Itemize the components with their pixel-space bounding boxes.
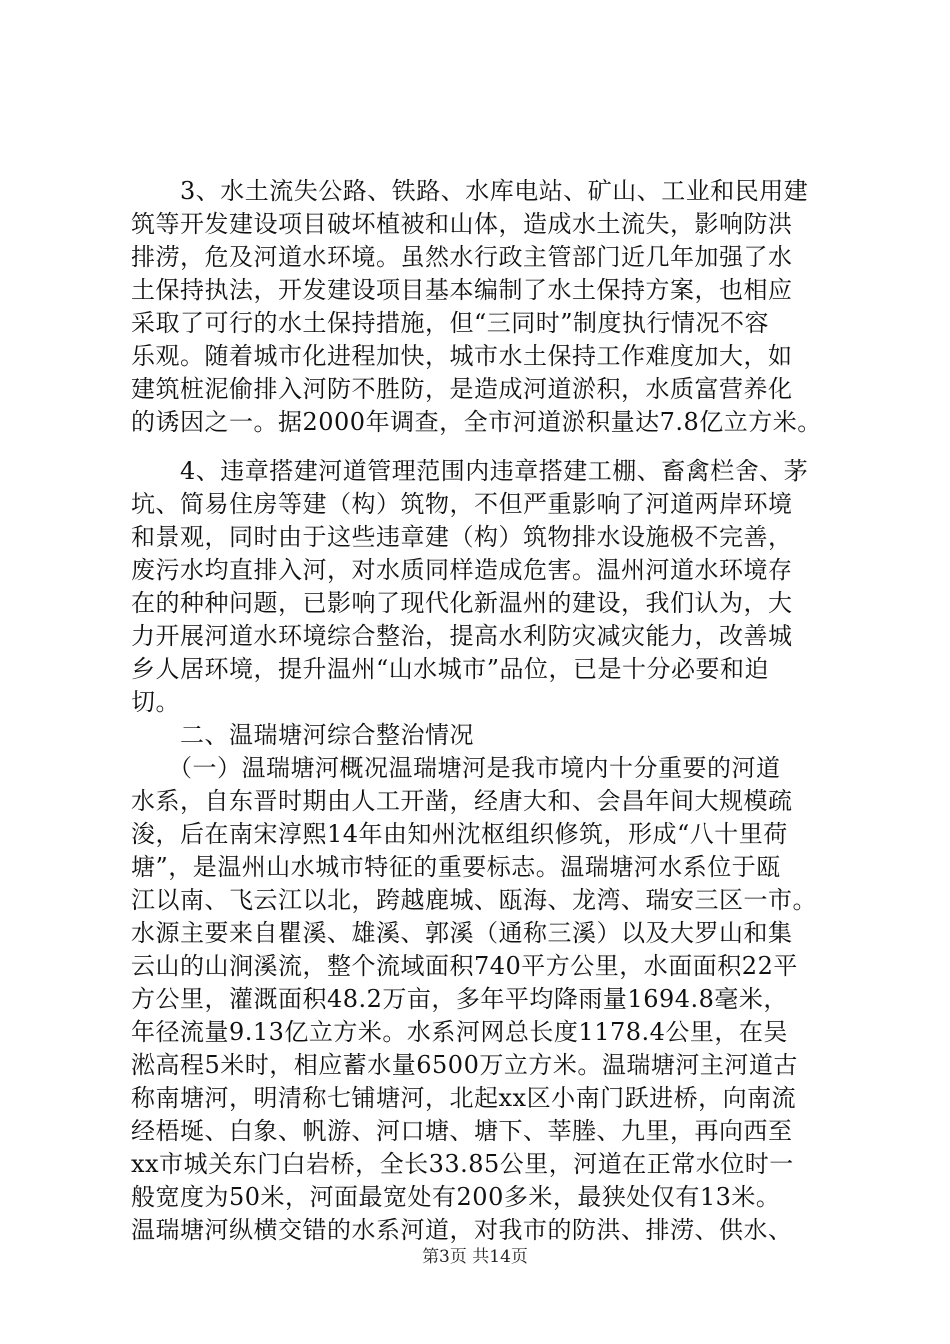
- paragraph-line: 土保持执法，开发建设项目基本编制了水土保持方案，也相应: [131, 276, 793, 304]
- paragraph-line: 般宽度为50米，河面最宽处有200多米，最狭处仅有13米。: [131, 1183, 781, 1211]
- paragraph-line: 在的种种问题，已影响了现代化新温州的建设，我们认为，大: [131, 589, 793, 617]
- paragraph-line: 建筑桩泥偷排入河防不胜防，是造成河道淤积，水质富营养化: [131, 375, 793, 403]
- paragraph-line: 经梧埏、白象、帆游、河口塘、塘下、莘塍、九里，再向西至: [131, 1117, 793, 1145]
- paragraph-line: 乡人居环境，提升温州“山水城市”品位，已是十分必要和迫: [131, 655, 770, 683]
- paragraph-line: 水源主要来自瞿溪、雄溪、郭溪（通称三溪）以及大罗山和集: [131, 919, 793, 947]
- paragraph-line: 水系，自东晋时期由人工开凿，经唐大和、会昌年间大规模疏: [131, 787, 793, 815]
- paragraph-line: 的诱因之一。据2000年调查，全市河道淤积量达7.8亿立方米。: [131, 408, 822, 436]
- paragraph-line: （一）温瑞塘河概况温瑞塘河是我市境内十分重要的河道: [131, 754, 781, 782]
- page-number-footer: 第3页 共14页: [422, 1247, 528, 1267]
- paragraph-line: 切。: [131, 688, 180, 716]
- paragraph-line: xx市城关东门白岩桥，全长33.85公里，河道在正常水位时一: [131, 1150, 794, 1178]
- paragraph-line: 3、水土流失公路、铁路、水库电站、矿山、工业和民用建: [131, 177, 809, 205]
- paragraph-line: 废污水均直排入河，对水质同样造成危害。温州河道水环境存: [131, 556, 793, 584]
- paragraph-line: 淞高程5米时，相应蓄水量6500万立方米。温瑞塘河主河道古: [131, 1051, 798, 1079]
- paragraph-line: 塘”，是温州山水城市特征的重要标志。温瑞塘河水系位于瓯: [131, 853, 781, 881]
- paragraph-line: 坑、简易住房等建（构）筑物，不但严重影响了河道两岸环境: [131, 490, 793, 518]
- paragraph-line: 温瑞塘河纵横交错的水系河道，对我市的防洪、排涝、供水、: [131, 1216, 793, 1244]
- paragraph-line: 采取了可行的水土保持措施，但“三同时”制度执行情况不容: [131, 309, 770, 337]
- paragraph-line: 力开展河道水环境综合整治，提高水利防灾减灾能力，改善城: [131, 622, 793, 650]
- paragraph-line: 称南塘河，明清称七铺塘河，北起xx区小南门跃进桥，向南流: [131, 1084, 797, 1112]
- paragraph-line: 排涝，危及河道水环境。虽然水行政主管部门近几年加强了水: [131, 243, 793, 271]
- paragraph-line: 江以南、飞云江以北，跨越鹿城、瓯海、龙湾、瑞安三区一市。: [131, 886, 817, 914]
- paragraph-line: 和景观，同时由于这些违章建（构）筑物排水设施极不完善，: [131, 523, 793, 551]
- paragraph-line: 筑等开发建设项目破坏植被和山体，造成水土流失，影响防洪: [131, 210, 793, 238]
- paragraph-line: 云山的山涧溪流，整个流域面积740平方公里，水面面积22平: [131, 952, 798, 980]
- paragraph-line: 方公里，灌溉面积48.2万亩，多年平均降雨量1694.8毫米，: [131, 985, 788, 1013]
- paragraph-line: 年径流量9.13亿立方米。水系河网总长度1178.4公里，在吴: [131, 1018, 788, 1046]
- paragraph-line: 乐观。随着城市化进程加快，城市水土保持工作难度加大，如: [131, 342, 793, 370]
- section-heading: 二、温瑞塘河综合整治情况: [131, 721, 474, 749]
- paragraph-line: 浚，后在南宋淳熙14年由知州沈枢组织修筑，形成“八十里荷: [131, 820, 788, 848]
- paragraph-line: 4、违章搭建河道管理范围内违章搭建工棚、畜禽栏舍、茅: [131, 457, 809, 485]
